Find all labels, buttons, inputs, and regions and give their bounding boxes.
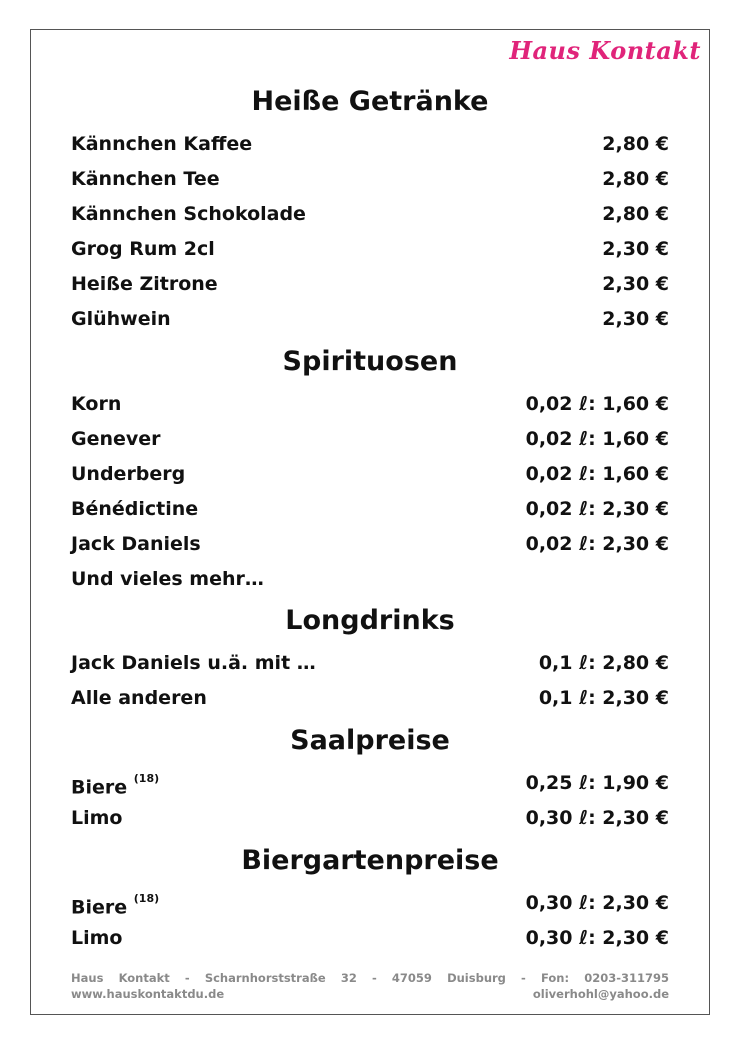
menu-page: [30, 29, 710, 1015]
footnote-marker: (18): [133, 772, 160, 785]
item-price: 2,80 €: [602, 133, 669, 155]
item-name: Heiße Zitrone: [71, 273, 218, 295]
item-price: 2,30 €: [602, 273, 669, 295]
menu-item: [71, 426, 669, 452]
menu-item: [71, 685, 669, 711]
footer-word: Kontakt: [118, 971, 170, 985]
menu-item: [71, 306, 669, 332]
menu-item: [71, 496, 669, 522]
item-name: Und vieles mehr…: [71, 568, 264, 590]
item-name: Jack Daniels: [71, 533, 201, 555]
item-price: 0,02 ℓ: 2,30 €: [525, 533, 669, 555]
footer-word: -: [521, 971, 526, 985]
item-price: 0,30 ℓ: 2,30 €: [525, 927, 669, 949]
section-title-biergartenpreise: Biergartenpreise: [241, 845, 499, 876]
item-name: [71, 890, 159, 920]
menu-item: [71, 271, 669, 297]
item-name-text: Biere: [71, 776, 128, 799]
menu-item: [71, 531, 669, 557]
item-price: 0,02 ℓ: 2,30 €: [525, 498, 669, 520]
item-name: Kännchen Kaffee: [71, 133, 253, 155]
footer-website-link[interactable]: www.hauskontaktdu.de: [71, 987, 225, 1001]
section-title-saalpreise: Saalpreise: [290, 725, 450, 756]
footer-word: Haus: [71, 971, 104, 985]
menu-item: [71, 131, 669, 157]
footer-word: Duisburg: [447, 971, 506, 985]
footer-word: 32: [340, 971, 357, 985]
footer-word: -: [184, 971, 190, 985]
menu-item: [71, 925, 669, 951]
item-price: 0,25 ℓ: 1,90 €: [525, 772, 669, 794]
menu-item: [71, 805, 669, 831]
menu-item: [71, 650, 669, 676]
footer-word: 0203-311795: [584, 971, 669, 985]
item-price: 2,30 €: [602, 308, 669, 330]
menu-item: [71, 166, 669, 192]
item-price: 0,1 ℓ: 2,30 €: [538, 687, 669, 709]
item-name: Alle anderen: [71, 687, 207, 709]
item-name: Genever: [71, 428, 161, 450]
menu-item: [71, 461, 669, 487]
item-name: Glühwein: [71, 308, 171, 330]
footer: [71, 970, 669, 1002]
item-price: 0,30 ℓ: 2,30 €: [525, 807, 669, 829]
footer-word: 47059: [391, 971, 432, 985]
menu-item: [71, 236, 669, 262]
item-name: [71, 770, 159, 800]
item-price: 0,02 ℓ: 1,60 €: [525, 428, 669, 450]
section-title-longdrinks: Longdrinks: [285, 605, 455, 636]
item-name: Limo: [71, 927, 123, 949]
section-title-heisse-getraenke: Heiße Getränke: [251, 86, 489, 117]
item-name: Grog Rum 2cl: [71, 238, 215, 260]
item-price: 0,02 ℓ: 1,60 €: [525, 463, 669, 485]
menu-item: [71, 201, 669, 227]
footer-word: Fon:: [540, 971, 570, 985]
logo-haus-kontakt: Haus Kontakt: [509, 36, 701, 65]
footer-word: Scharnhorststraße: [204, 971, 326, 985]
item-name-text: Biere: [71, 896, 128, 919]
item-name: Kännchen Tee: [71, 168, 220, 190]
item-name: Bénédictine: [71, 498, 199, 520]
item-name: Jack Daniels u.ä. mit …: [71, 652, 316, 674]
item-name: Korn: [71, 393, 122, 415]
item-price: 2,30 €: [602, 238, 669, 260]
menu-item: [71, 890, 669, 919]
item-name: Kännchen Schokolade: [71, 203, 306, 225]
menu-item: [71, 391, 669, 417]
item-price: 0,1 ℓ: 2,80 €: [538, 652, 669, 674]
item-price: 2,80 €: [602, 168, 669, 190]
footnote-marker: (18): [133, 892, 160, 905]
section-title-spirituosen: Spirituosen: [282, 346, 458, 377]
footer-word: -: [371, 971, 377, 985]
item-name: Underberg: [71, 463, 186, 485]
menu-item: [71, 770, 669, 799]
footer-email-link[interactable]: oliverhohl@yahoo.de: [532, 987, 669, 1001]
item-price: 2,80 €: [602, 203, 669, 225]
item-price: 0,30 ℓ: 2,30 €: [525, 892, 669, 914]
footer-address-line: [71, 970, 669, 986]
footer-contact-line: [71, 986, 669, 1002]
item-price: 0,02 ℓ: 1,60 €: [525, 393, 669, 415]
item-name: Limo: [71, 807, 123, 829]
menu-item: [71, 566, 669, 592]
